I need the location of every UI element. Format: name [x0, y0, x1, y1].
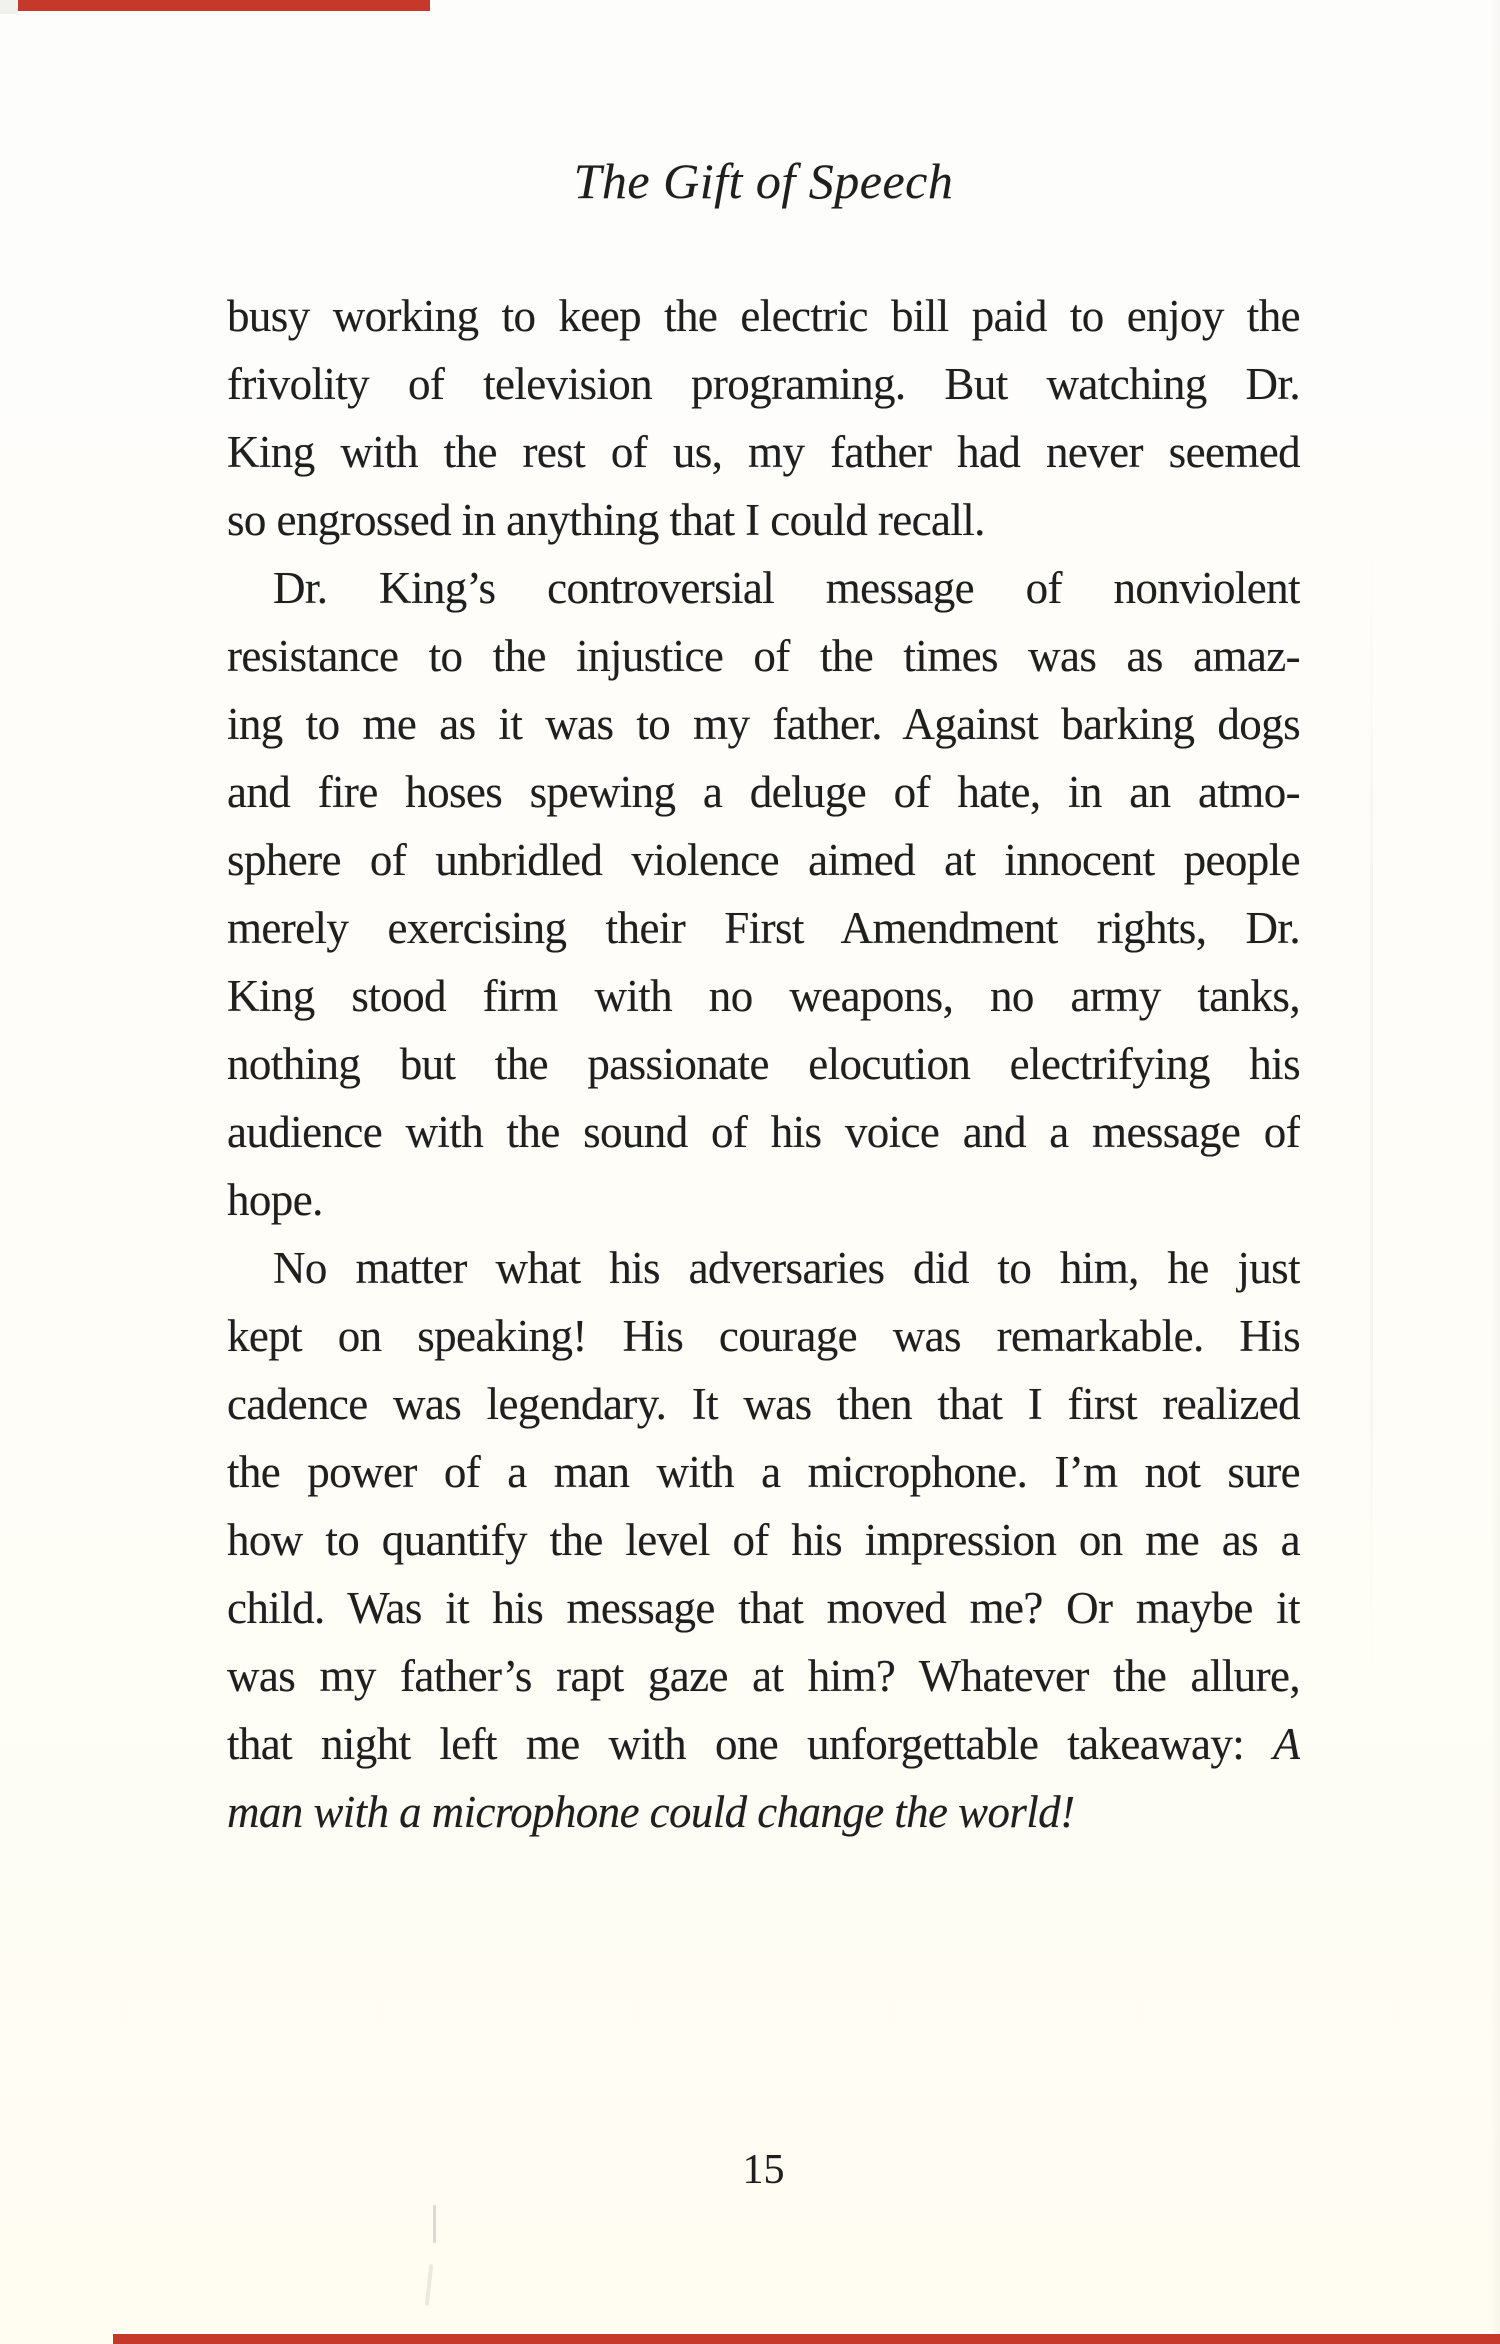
text-segment: busy working to keep the electric bill paid to enjoy the — [227, 291, 1300, 341]
text-segment: hope. — [227, 1175, 323, 1225]
text-segment: how to quantify the level of his impression on me as a — [227, 1515, 1300, 1565]
body-line — [227, 486, 1300, 554]
text-segment: Dr. King’s controversial message of nonviolent — [273, 563, 1300, 613]
body-line — [227, 1506, 1300, 1574]
text-segment: that night left me with one unforgettable takeaway: — [227, 1719, 1274, 1769]
text-segment: No matter what his adversaries did to him, he just — [273, 1243, 1300, 1293]
body-line — [227, 1030, 1300, 1098]
body-line — [227, 554, 1300, 622]
body-line — [227, 350, 1300, 418]
body-line — [227, 1710, 1300, 1778]
scan-corner-smudge — [0, 0, 18, 14]
page-edge-shade — [1490, 0, 1500, 2344]
body-line — [227, 282, 1300, 350]
body-line — [227, 1438, 1300, 1506]
body-line — [227, 1098, 1300, 1166]
text-segment: King stood firm with no weapons, no army tanks, — [227, 971, 1300, 1021]
text-segment: resistance to the injustice of the times was as amaz- — [227, 631, 1300, 681]
chapter-running-head: The Gift of Speech — [573, 153, 954, 209]
text-segment: was my father’s rapt gaze at him? Whatever the allure, — [227, 1651, 1300, 1701]
text-segment: child. Was it his message that moved me? Or maybe it — [227, 1583, 1300, 1633]
text-segment: nothing but the passionate elocution electrifying his — [227, 1039, 1300, 1089]
body-line — [227, 826, 1300, 894]
body-line — [227, 1166, 1300, 1234]
text-segment: the power of a man with a microphone. I’m not sure — [227, 1447, 1300, 1497]
body-text-block — [227, 282, 1300, 1846]
italic-text-segment: A — [1273, 1719, 1300, 1769]
body-line — [227, 1302, 1300, 1370]
page-number: 15 — [742, 2147, 785, 2193]
body-line — [227, 894, 1300, 962]
text-segment: and fire hoses spewing a deluge of hate, in an atmo- — [227, 767, 1300, 817]
text-segment: so engrossed in anything that I could recall. — [227, 495, 985, 545]
body-line — [227, 690, 1300, 758]
body-line — [227, 1574, 1300, 1642]
scan-edge-strip-top — [0, 0, 430, 11]
body-line — [227, 758, 1300, 826]
text-segment: sphere of unbridled violence aimed at innocent people — [227, 835, 1300, 885]
scan-artifact-tick — [425, 2264, 433, 2306]
scan-artifact-tick — [433, 2205, 436, 2243]
text-segment: cadence was legendary. It was then that I first realized — [227, 1379, 1300, 1429]
body-line — [227, 622, 1300, 690]
page-crease — [1370, 540, 1373, 1680]
text-segment: frivolity of television programing. But watching Dr. — [227, 359, 1300, 409]
text-segment: kept on speaking! His courage was remarkable. His — [227, 1311, 1300, 1361]
text-segment: King with the rest of us, my father had never seemed — [227, 427, 1300, 477]
scan-edge-strip-bottom — [113, 2334, 1500, 2344]
italic-text-segment: man with a microphone could change the world! — [227, 1787, 1075, 1837]
body-line — [227, 1642, 1300, 1710]
body-line — [227, 418, 1300, 486]
body-line — [227, 1234, 1300, 1302]
body-line — [227, 962, 1300, 1030]
text-segment: audience with the sound of his voice and a message of — [227, 1107, 1300, 1157]
body-line — [227, 1778, 1300, 1846]
body-line — [227, 1370, 1300, 1438]
text-segment: merely exercising their First Amendment rights, Dr. — [227, 903, 1300, 953]
text-segment: ing to me as it was to my father. Against barking dogs — [227, 699, 1300, 749]
